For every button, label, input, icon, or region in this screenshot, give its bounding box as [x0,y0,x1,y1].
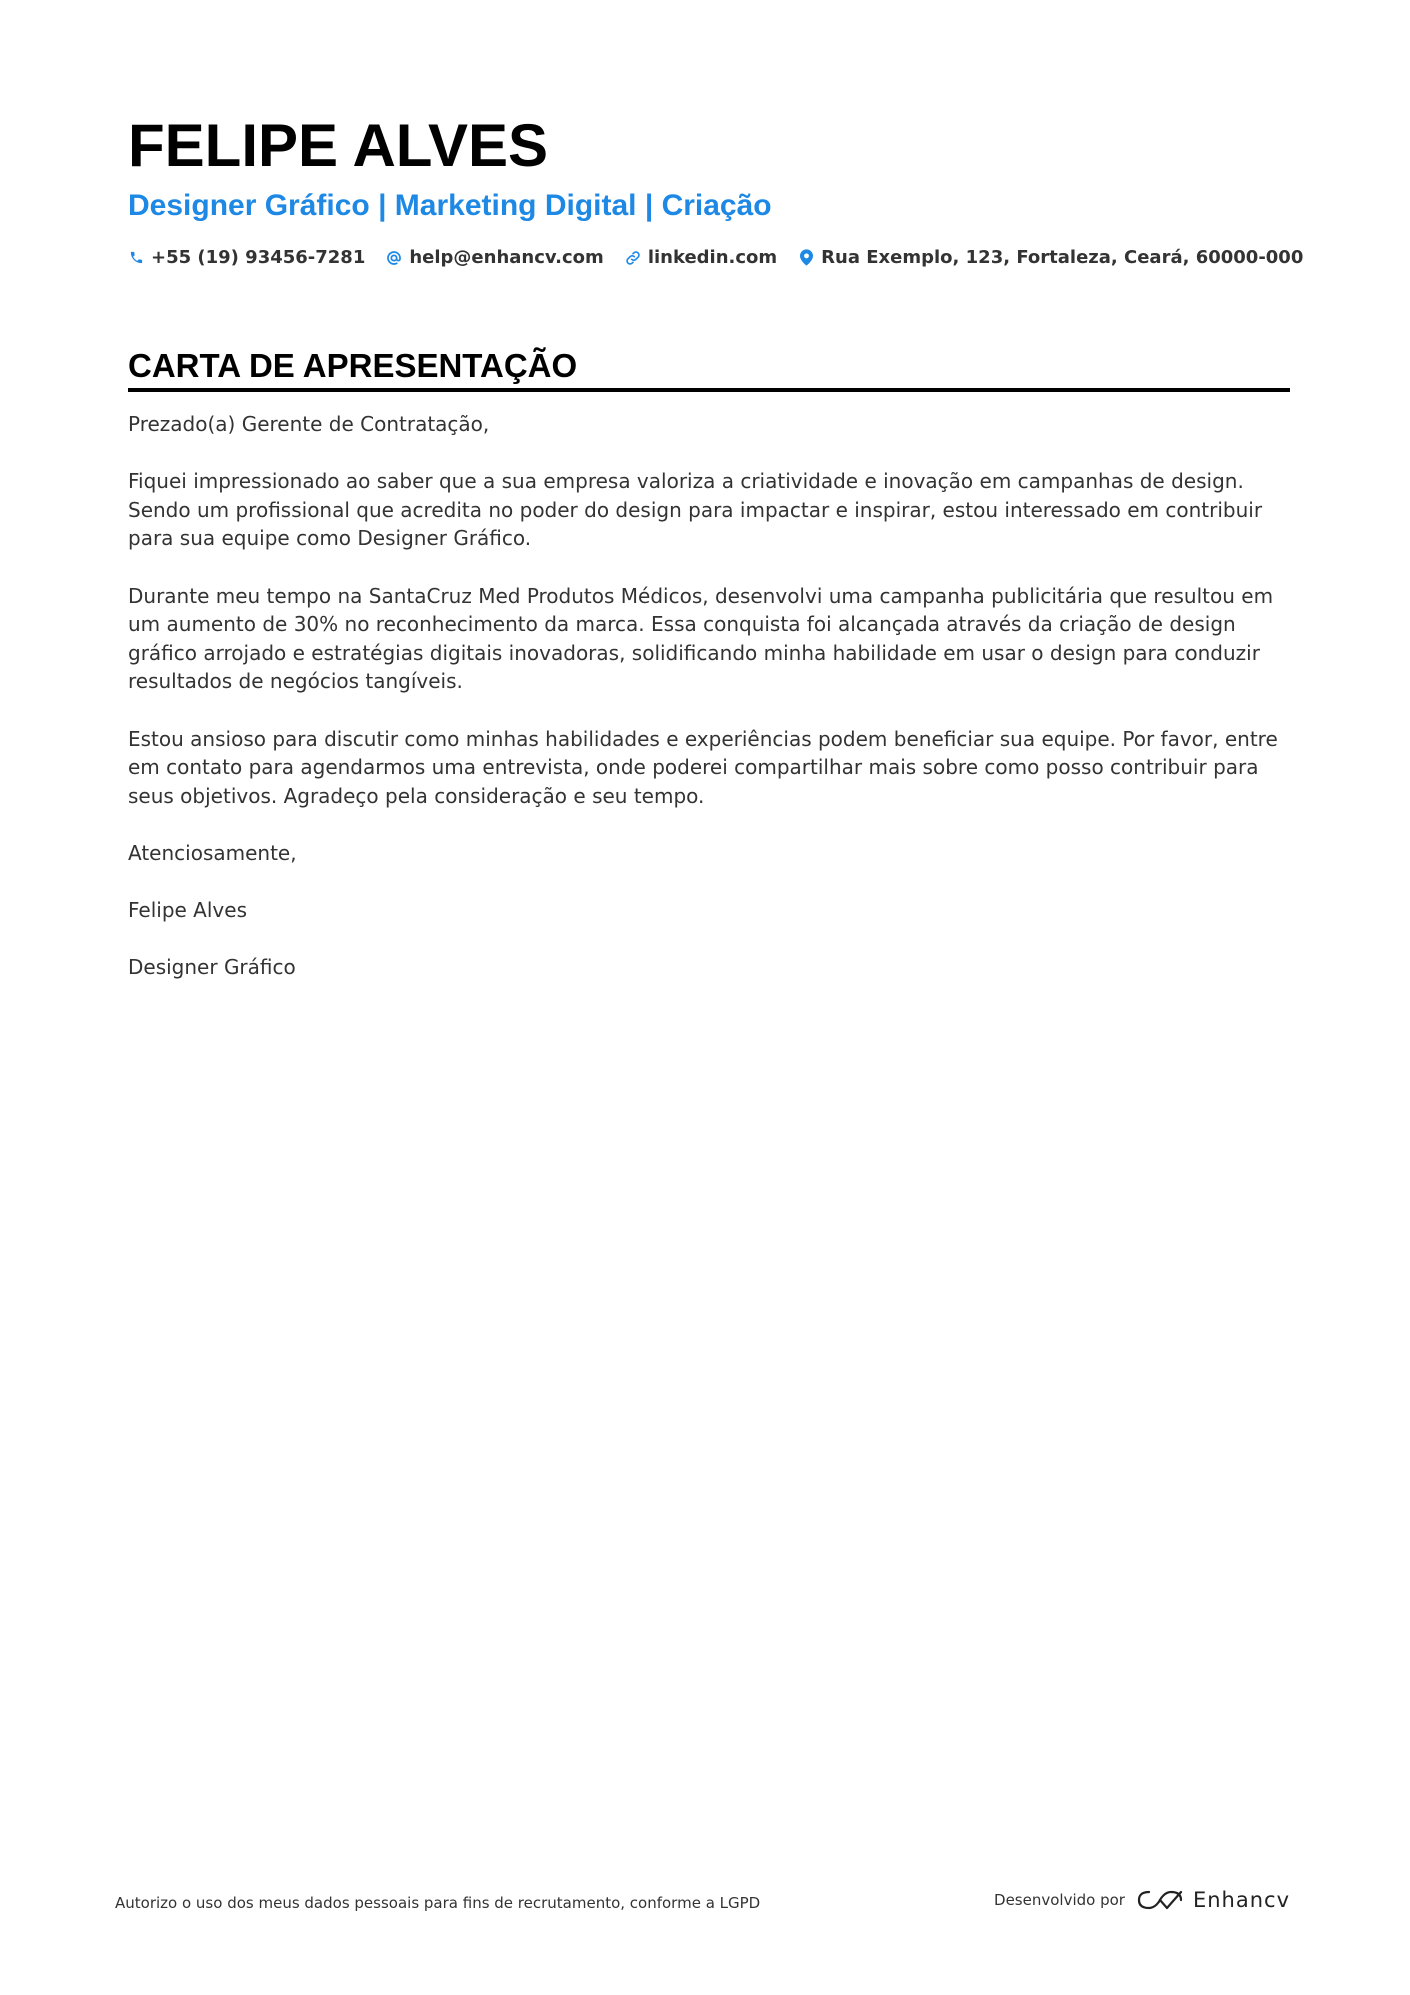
footer-powered-by[interactable] [994,1888,1290,1912]
contact-location-text: Rua Exemplo, 123, Fortaleza, Ceará, 60000-000 [821,247,1304,268]
letter-paragraph-1: Fiquei impressionado ao saber que a sua empresa valoriza a criatividade e inovação em campanhas de design. Sendo um profissional que acredita no poder do design para impactar e inspirar, estou interessado em contribuir para sua equipe como Designer Gráfico. [128,469,1263,551]
enhancv-logo-icon [1137,1888,1183,1912]
contact-email-text: help@enhancv.com [409,247,604,268]
contact-linkedin-text: linkedin.com [647,247,778,268]
letter-greeting: Prezado(a) Gerente de Contratação, [128,412,490,436]
phone-icon [128,249,144,267]
contact-linkedin[interactable] [625,247,777,268]
contact-email[interactable] [386,247,603,268]
enhancv-brand-text: Enhancv [1192,1888,1290,1912]
letter-paragraph-3: Estou ansioso para discutir como minhas habilidades e experiências podem beneficiar sua equipe. Por favor, entre em contato para agendarmos uma entrevista, onde poderei compartilhar mais sobre como posso contribuir para seus objetivos. Agradeço pela consideração e seu tempo. [128,726,1278,808]
contact-phone-text: +55 (19) 93456-7281 [151,247,366,268]
letter-body [128,410,1290,982]
contact-bar [128,247,1304,268]
at-icon [386,249,402,267]
powered-by-label: Desenvolvido por [994,1891,1125,1909]
footer-consent: Autorizo o uso dos meus dados pessoais para fins de recrutamento, conforme a LGPD [115,1894,761,1912]
section-title-cover-letter: CARTA DE APRESENTAÇÃO [128,346,1290,392]
candidate-name: FELIPE ALVES [128,112,549,179]
candidate-headline: Designer Gráfico | Marketing Digital | Criação [128,189,772,222]
cover-letter-page [128,108,1304,1010]
signature-name: Felipe Alves [128,898,247,923]
contact-location [798,247,1303,268]
signature-title: Designer Gráfico [128,955,296,980]
location-icon [798,249,814,267]
letter-paragraph-2: Durante meu tempo na SantaCruz Med Produtos Médicos, desenvolvi uma campanha publicitária que resultou em um aumento de 30% no reconhecimento da marca. Essa conquista foi alcançada através da criação de design gráfico arrojado e estratégias digitais inovadoras, solidificando minha habilidade em usar o design para conduzir resultados de negócios tangíveis. [128,583,1274,694]
link-icon [625,249,641,267]
letter-closing: Atenciosamente, [128,840,297,865]
contact-phone[interactable] [128,247,365,268]
